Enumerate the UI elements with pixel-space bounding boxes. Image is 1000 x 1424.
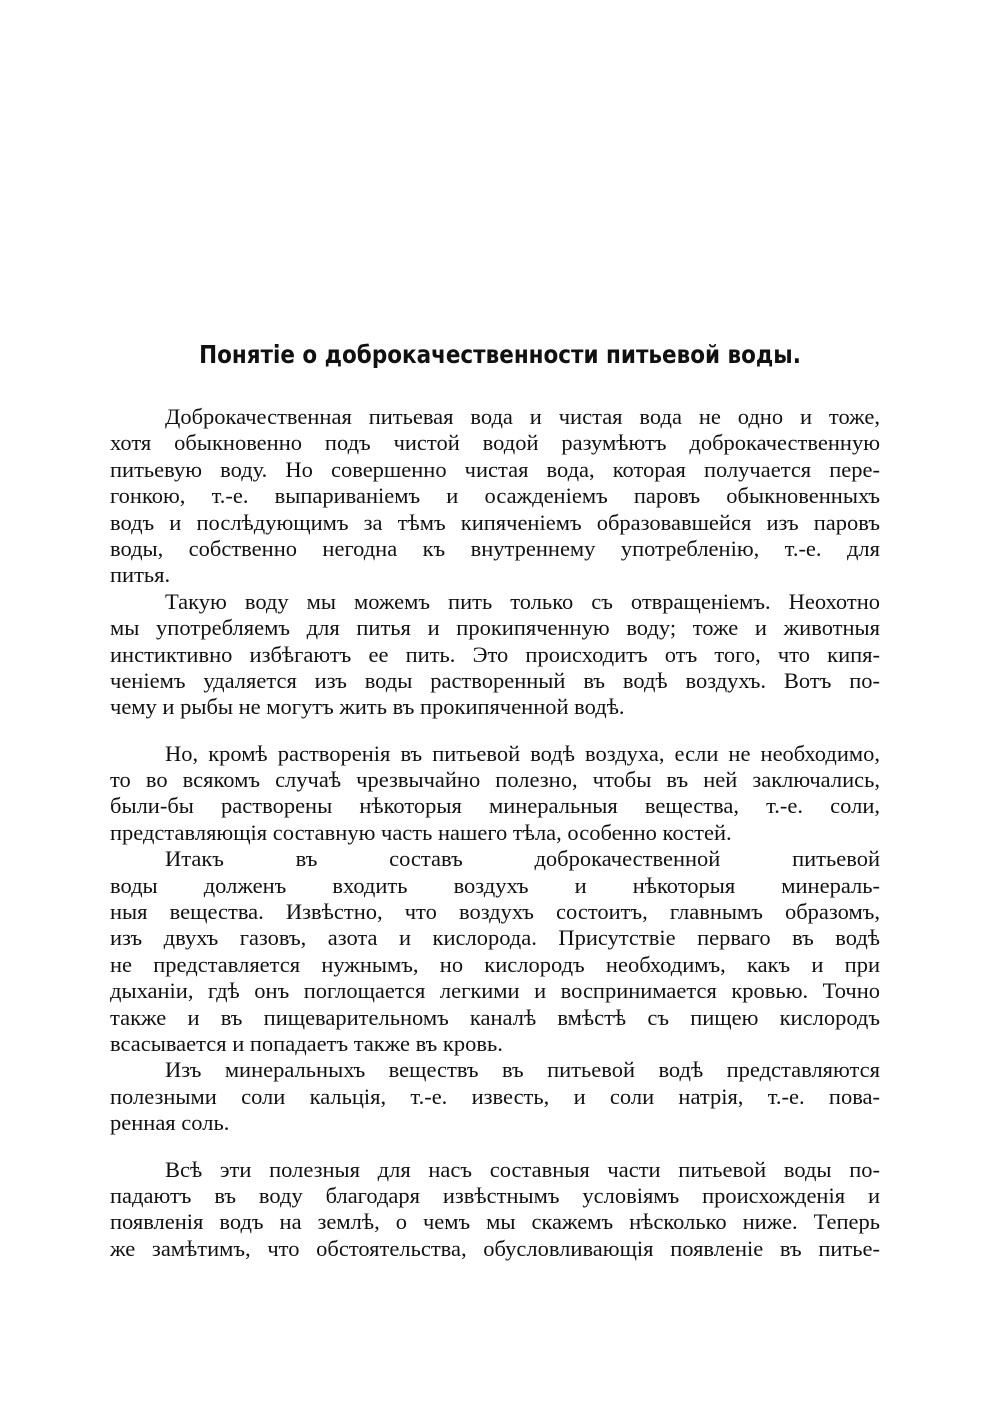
- text-line: ныя вещества. Извѣстно, что воздухъ состоитъ, главнымъ образомъ,: [110, 899, 880, 925]
- text-line: водъ и послѣдующимъ за тѣмъ кипяченіемъ образовавшейся изъ паровъ: [110, 509, 880, 535]
- paragraph-4: [110, 846, 880, 1057]
- text-line: Но, кромѣ растворенія въ питьевой водѣ воздуха, если не необходимо,: [165, 740, 880, 766]
- text-line: дыханіи, гдѣ онъ поглощается легкими и воспринимается кровью. Точно: [110, 978, 880, 1004]
- text-line: то во всякомъ случаѣ чрезвычайно полезно, чтобы въ ней заключались,: [110, 767, 880, 793]
- paragraph-gap: [110, 1137, 880, 1157]
- text-line: инстиктивно избѣгаютъ ее пить. Это происходитъ отъ того, что кипя-: [110, 641, 880, 667]
- text-line: представляющія составную часть нашего тѣла, особенно костей.: [110, 819, 732, 845]
- text-line: хотя обыкновенно подъ чистой водой разумѣютъ доброкачественную: [110, 430, 880, 456]
- text-line: изъ двухъ газовъ, азота и кислорода. Присутствіе перваго въ водѣ: [110, 925, 880, 951]
- paragraph-6: [110, 1157, 880, 1263]
- text-line: полезными соли кальція, т.-е. известь, и соли натрія, т.-е. пова-: [110, 1083, 880, 1109]
- body-text: [110, 404, 880, 1262]
- text-line: чему и рыбы не могутъ жить въ прокипяченной водѣ.: [110, 694, 625, 720]
- text-line: Доброкачественная питьевая вода и чистая вода не одно и тоже,: [165, 404, 880, 429]
- text-line: мы употребляемъ для питья и прокипяченную воду; тоже и животныя: [110, 615, 880, 641]
- paragraph-5: [110, 1057, 880, 1136]
- text-line: питья.: [110, 562, 171, 588]
- paragraph-1: [110, 404, 880, 589]
- paragraph-3: [110, 741, 880, 847]
- text-line: не представляется нужнымъ, но кислородъ необходимъ, какъ и при: [110, 951, 880, 977]
- text-line: падаютъ въ воду благодаря извѣстнымъ условіямъ происхожденія и: [110, 1182, 880, 1208]
- text-line: всасывается и попадаетъ также въ кровь.: [110, 1030, 503, 1056]
- paragraph-2: [110, 589, 880, 721]
- text-line: также и въ пищеварительномъ каналѣ вмѣстѣ съ пищею кислородъ: [110, 1004, 880, 1030]
- text-line: гонкою, т.-е. выпариваніемъ и осажденіемъ паровъ обыкновенныхъ: [110, 483, 880, 509]
- text-line: появленія водъ на землѣ, о чемъ мы скажемъ нѣсколько ниже. Теперь: [110, 1209, 880, 1235]
- text-line: питьевую воду. Но совершенно чистая вода, которая получается пере-: [110, 456, 880, 482]
- page-title: Понятіе о доброкачественности питьевой воды.: [199, 340, 801, 369]
- text-line: Изъ минеральныхъ веществъ въ питьевой водѣ представляются: [165, 1057, 880, 1083]
- text-line: Такую воду мы можемъ пить только съ отвращеніемъ. Неохотно: [165, 588, 880, 614]
- text-line: ченіемъ удаляется изъ воды растворенный въ водѣ воздухъ. Вотъ по-: [110, 667, 880, 693]
- text-line: Итакъ въ составъ доброкачественной питьевой: [165, 846, 880, 872]
- text-line: Всѣ эти полезныя для насъ составныя части питьевой воды по-: [165, 1156, 880, 1182]
- text-line: ренная соль.: [110, 1110, 230, 1136]
- text-line: были-бы растворены нѣкоторыя минеральныя вещества, т.-е. соли,: [110, 793, 880, 819]
- text-line: воды, собственно негодна къ внутреннему употребленію, т.-е. для: [110, 535, 880, 561]
- paragraph-gap: [110, 721, 880, 741]
- text-line: воды долженъ входить воздухъ и нѣкоторыя минераль-: [110, 872, 880, 898]
- text-line: же замѣтимъ, что обстоятельства, обусловливающія появленіе въ питье-: [110, 1235, 880, 1261]
